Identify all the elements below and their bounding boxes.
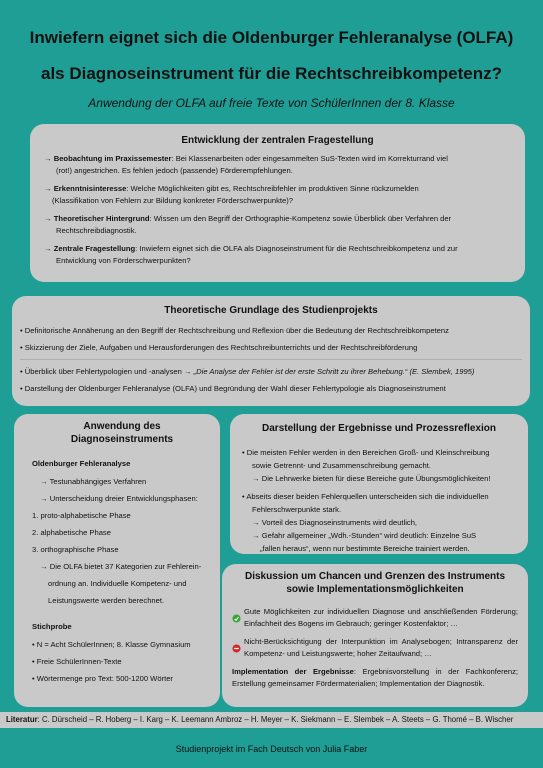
pro-text: Gute Möglichkeiten zur individuellen Diagnose und anschließenden Förderung; Einfachheit des Bogens im Gebrauch; geringer Kostenfaktor; … bbox=[244, 607, 518, 628]
con-text: Nicht-Berücksichtigung der Interpunktion im Analysebogen; Intransparenz der Kompetenz- und Leistungswerte; hoher Zeitaufwand; … bbox=[244, 637, 518, 658]
list-item: • Überblick über Fehlertypologien und -analysen → „Die Analyse der Fehler ist der erste Schritt zu ihrer Behebung.“ (E. Slembek, 1995) bbox=[20, 367, 475, 376]
list-item-text: Definitorische Annäherung an den Begriff der Rechtschreibung und Reflexion über die Bedeutung der Rechtschreibkompetenz bbox=[24, 326, 449, 335]
paragraph-arrow: → Die Lehrwerke bieten für diese Bereiche gute Übungsmöglichkeiten! bbox=[252, 474, 491, 483]
list-item-text: Überblick über Fehlertypologien und -analysen → bbox=[24, 367, 194, 376]
section-title bbox=[32, 420, 212, 446]
section-title-line1: Diskussion um Chancen und Grenzen des Instruments bbox=[244, 571, 506, 582]
paragraph-line: • Die meisten Fehler werden in den Bereichen Groß- und Kleinschreibung bbox=[242, 448, 490, 457]
poster-title-line1: Inwiefern eignet sich die Oldenburger Fehleranalyse (OLFA) bbox=[29, 28, 514, 47]
literature-bar bbox=[0, 712, 543, 728]
section-theorie bbox=[12, 296, 530, 406]
item-label: Zentrale Fragestellung bbox=[53, 244, 136, 253]
poster-subtitle: Anwendung der OLFA auf freie Texte von SchülerInnen der 8. Klasse bbox=[88, 96, 455, 110]
paragraph-line: sowie Getrennt- und Zusammenschreibung gemacht. bbox=[252, 461, 431, 470]
item-label: Theoretischer Hintergrund bbox=[53, 214, 150, 223]
item-text: : Bei Klassenarbeiten oder eingesammelten SuS-Texten wird im Korrekturrand viel bbox=[171, 154, 448, 163]
list-item: → Unterscheidung dreier Entwicklungsphasen: bbox=[40, 494, 198, 503]
section-title bbox=[232, 570, 518, 596]
item-text-cont: Rechtschreibdiagnostik. bbox=[56, 226, 137, 235]
list-item: • Wörtermenge pro Text: 500-1200 Wörter bbox=[32, 674, 173, 683]
list-item: → Erkenntnisinteresse: Welche Möglichkeiten gibt es, Rechtschreibfehler im produktiven Sinne rückzumelden (Klassifikation von Fehlern zur Bildung konkreter Förderschwerpunkte)? bbox=[44, 183, 511, 207]
poster-title-line2: als Diagnoseinstrument für die Rechtschreibkompetenz? bbox=[41, 64, 502, 83]
item-label: Erkenntnisinteresse bbox=[53, 184, 127, 193]
subsection-title: Stichprobe bbox=[32, 622, 72, 631]
section-anwendung bbox=[14, 414, 220, 707]
thumbs-up-icon bbox=[232, 606, 244, 630]
section-title: Entwicklung der zentralen Fragestellung bbox=[181, 135, 374, 146]
list-item: • Skizzierung der Ziele, Aufgaben und Herausforderungen des Rechtschreibunterrichts und der Rechtschreibförderung bbox=[20, 343, 418, 352]
section-title: Theoretische Grundlage des Studienprojekts bbox=[164, 305, 378, 316]
section-title: Darstellung der Ergebnisse und Prozessreflexion bbox=[262, 423, 496, 434]
paragraph-line: • Abseits dieser beiden Fehlerquellen unterscheiden sich die individuellen bbox=[242, 492, 489, 501]
section-title-line1: Anwendung des bbox=[83, 421, 161, 432]
list-item: 2. alphabetische Phase bbox=[32, 528, 111, 537]
section-title-line2: Diagnoseinstruments bbox=[70, 434, 174, 445]
section-fragestellung bbox=[30, 124, 525, 282]
list-item-line: ordnung an. Individuelle Kompetenz- und bbox=[48, 579, 187, 588]
item-text-cont: (Klassifikation von Fehlern zur Bildung konkreter Förderschwerpunkte)? bbox=[52, 196, 294, 205]
literature-label: Literatur bbox=[6, 715, 38, 724]
implementation-body: : Ergebnisvorstellung in der Fachkonferenz; Erstellung gemeinsamer Fördermaterialien; Implementation der Diagnostik. bbox=[232, 667, 518, 688]
list-item-line: Leistungswerte werden berechnet. bbox=[48, 596, 165, 605]
item-text-cont: Entwicklung von Förderschwerpunkten? bbox=[56, 256, 191, 265]
quote-text: „Die Analyse der Fehler ist der erste Schritt zu ihrer Behebung.“ (E. Slembek, 1995) bbox=[193, 367, 475, 376]
list-item: 3. orthographische Phase bbox=[32, 545, 119, 554]
implementation-row bbox=[232, 666, 518, 690]
list-item: • N = Acht SchülerInnen; 8. Klasse Gymnasium bbox=[32, 640, 191, 649]
literature-text: : C. Dürscheid – R. Hoberg – I. Karg – K. Leemann Ambroz – H. Meyer – K. Siekmann – E. Slembek – A. Steets – G. Thomé – B. Wischer bbox=[37, 715, 514, 724]
list-item: • Definitorische Annäherung an den Begriff der Rechtschreibung und Reflexion über die Bedeutung der Rechtschreibkompetenz bbox=[20, 326, 449, 335]
item-text: : Wissen um den Begriff der Orthographie-Kompetenz sowie Überblick über Verfahren der bbox=[149, 214, 452, 223]
list-item: • Darstellung der Oldenburger Fehleranalyse (OLFA) und Begründung der Wahl dieser Fehlertypologie als Diagnoseinstrument bbox=[20, 384, 446, 393]
list-item: → Theoretischer Hintergrund: Wissen um den Begriff der Orthographie-Kompetenz sowie Überblick über Verfahren der Rechtschreibdiagnostik. bbox=[44, 213, 511, 237]
list-item-line: → Die OLFA bietet 37 Kategorien zur Fehlerein- bbox=[40, 562, 202, 571]
divider bbox=[20, 359, 522, 360]
pro-row bbox=[232, 606, 518, 630]
section-ergebnisse bbox=[230, 414, 528, 554]
list-item: 1. proto-alphabetische Phase bbox=[32, 511, 131, 520]
paragraph-arrow: → Gefahr allgemeiner „Wdh.-Stunden“ wird deutlich: Einzelne SuS bbox=[252, 531, 477, 540]
list-item-text: Darstellung der Oldenburger Fehleranalyse (OLFA) und Begründung der Wahl dieser Fehlertypologie als Diagnoseinstrument bbox=[24, 384, 446, 393]
con-row bbox=[232, 636, 518, 660]
item-label: Beobachtung im Praxissemester bbox=[53, 154, 172, 163]
minus-circle-icon bbox=[232, 636, 244, 660]
implementation-label: Implementation der Ergebnisse bbox=[232, 667, 354, 676]
list-item: • Freie SchülerInnen-Texte bbox=[32, 657, 122, 666]
section-diskussion bbox=[222, 564, 528, 707]
list-item: → Beobachtung im Praxissemester: Bei Klassenarbeiten oder eingesammelten SuS-Texten wird im Korrekturrand viel (rot!) angestrichen. Es fehlen jedoch (passende) Förderempfehlungen. bbox=[44, 153, 511, 177]
item-text-cont: (rot!) angestrichen. Es fehlen jedoch (passende) Förderempfehlungen. bbox=[56, 166, 293, 175]
list-item: → Zentrale Fragestellung: Inwiefern eignet sich die OLFA als Diagnoseinstrument für die Rechtschreibkompetenz und zur Entwicklung von Förderschwerpunkten? bbox=[44, 243, 511, 267]
implementation-text bbox=[232, 666, 518, 690]
paragraph-arrow: → Vorteil des Diagnoseinstruments wird deutlich, bbox=[252, 518, 418, 527]
list-item bbox=[32, 561, 212, 607]
paragraph-line: „fallen heraus“, wenn nur bestimmte Bereiche trainiert werden. bbox=[260, 544, 470, 553]
item-text: : Inwiefern eignet sich die OLFA als Diagnoseinstrument für die Rechtschreibkompetenz und zur bbox=[135, 244, 458, 253]
paragraph-line: Fehlerschwerpunkte stark. bbox=[252, 505, 342, 514]
list-item: → Testunabhängiges Verfahren bbox=[40, 477, 147, 486]
list-item-text: Skizzierung der Ziele, Aufgaben und Herausforderungen des Rechtschreibunterrichts und der Rechtschreibförderung bbox=[24, 343, 418, 352]
item-text: : Welche Möglichkeiten gibt es, Rechtschreibfehler im produktiven Sinne rückzumelden bbox=[126, 184, 419, 193]
footer-credit: Studienprojekt im Fach Deutsch von Julia Faber bbox=[175, 744, 368, 754]
subsection-title: Oldenburger Fehleranalyse bbox=[32, 459, 131, 468]
section-title-line2: sowie Implementationsmöglichkeiten bbox=[286, 584, 464, 595]
